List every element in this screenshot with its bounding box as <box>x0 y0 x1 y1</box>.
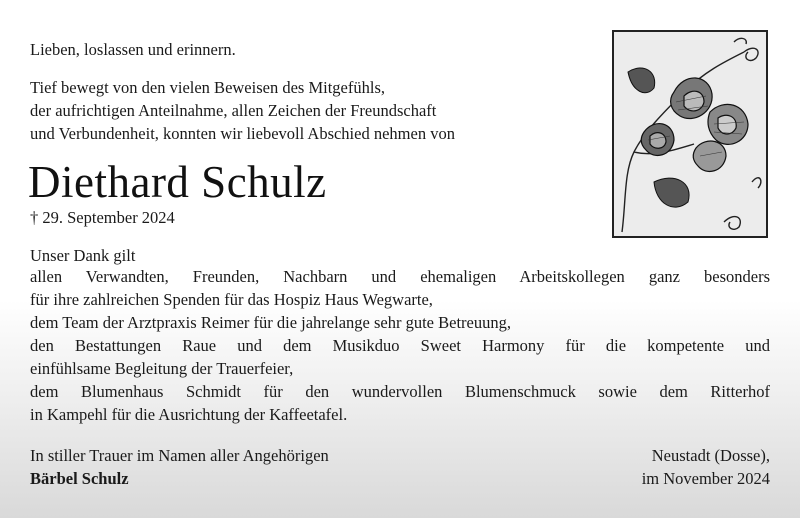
place: Neustadt (Dosse), <box>651 446 770 465</box>
intro-line: und Verbundenheit, konnten wir liebevoll Abschied nehmen von <box>30 124 455 143</box>
motto: Lieben, loslassen und erinnern. <box>30 40 236 59</box>
flower-illustration <box>612 30 768 238</box>
thanks-line: den Bestattungen Raue und dem Musikduo Sweet Harmony für die kompetente und <box>30 336 770 355</box>
thanks-line: allen Verwandten, Freunden, Nachbarn und ehemaligen Arbeitskollegen ganz besonders <box>30 267 770 286</box>
deceased-name: Diethard Schulz <box>28 157 327 207</box>
intro-line: Tief bewegt von den vielen Beweisen des Mitgefühls, <box>30 78 385 97</box>
thanks-line: dem Blumenhaus Schmidt für den wundervollen Blumenschmuck sowie dem Ritterhof <box>30 382 770 401</box>
date: im November 2024 <box>641 469 770 488</box>
thanks-line: einfühlsame Begleitung der Trauerfeier, <box>30 359 294 378</box>
signatory-name: Bärbel Schulz <box>30 469 129 488</box>
thanks-line: für ihre zahlreichen Spenden für das Hospiz Haus Wegwarte, <box>30 290 433 309</box>
thanks-line: in Kampehl für die Ausrichtung der Kaffeetafel. <box>30 405 348 424</box>
sweet-pea-flower-icon <box>614 32 766 236</box>
thanks-line: dem Team der Arztpraxis Reimer für die jahrelange sehr gute Betreuung, <box>30 313 511 332</box>
thanks-heading: Unser Dank gilt <box>30 246 136 265</box>
signature-line: In stiller Trauer im Namen aller Angehörigen <box>30 446 329 465</box>
intro-line: der aufrichtigen Anteilnahme, allen Zeichen der Freundschaft <box>30 101 437 120</box>
death-date: † 29. September 2024 <box>30 208 175 227</box>
